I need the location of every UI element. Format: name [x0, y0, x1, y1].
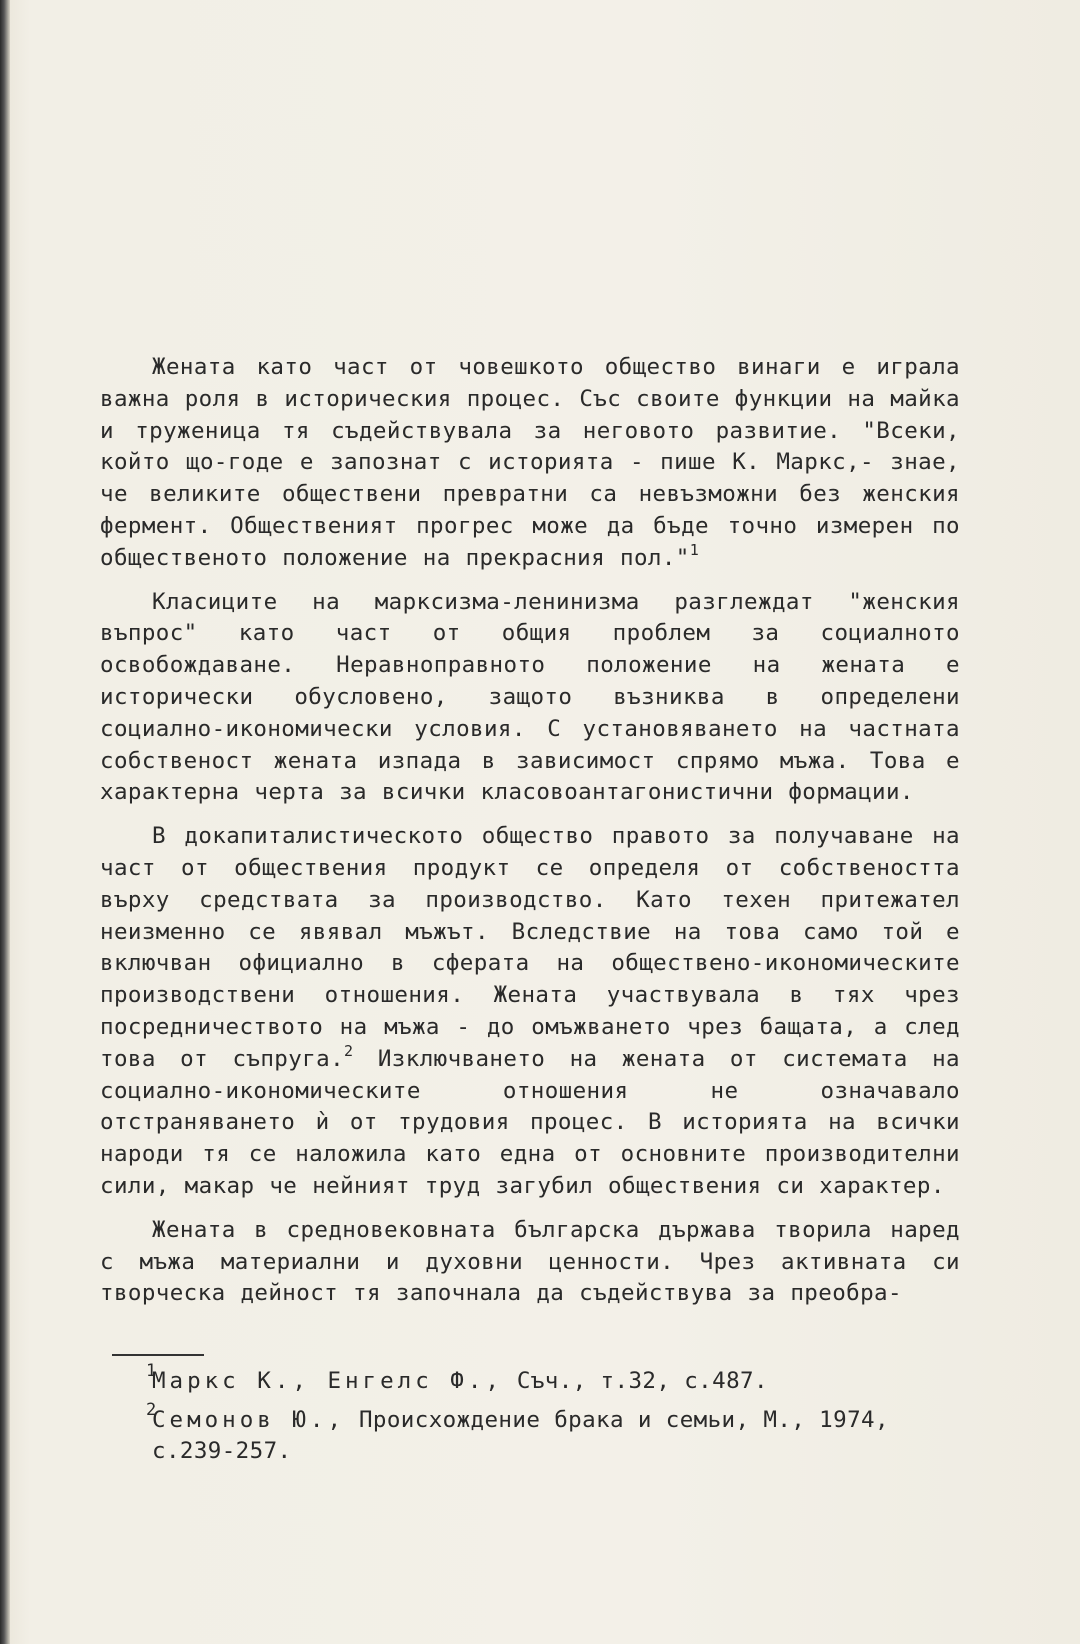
paragraph-3-text-a: В докапиталистическото общество правото за получаване на част от обществения продукт се определя от собствеността върху средствата за производство. Като техен притежател неизменно се явявал мъжът. Вследствие на това само той е включван официално в сферата на обществено-икономическите производствени отношения. Жената участвувала в тях чрез посредничеството на мъжа - до омъжването чрез бащата, а след това от съпруга. — [100, 823, 960, 1072]
paragraph-1 — [100, 352, 960, 575]
paragraph-2-text: Класиците на марксизма-ленинизма разглеждат "женския въпрос" като част от общия проблем за социалното освобождаване. Неравноправното положение на жената е исторически обусловено, защото възниква в определени социално-икономически условия. С установяването на частната собственост жената изпада в зависимост спрямо мъжа. Това е характерна черта за всички класовоантагонистични формации. — [100, 588, 960, 806]
footnote-1-author: Маркс К., Енгелс Ф., — [152, 1368, 503, 1394]
footnotes — [80, 1361, 960, 1475]
footnote-2-text: Происхождение брака и семьи, М., 1974, с.239-257. — [152, 1407, 889, 1464]
footnote-1-text: Съч., т.32, с.487. — [502, 1368, 768, 1394]
paragraph-4-text: Жената в средновековната българска държава творила наред с мъжа материални и духовни ценности. Чрез активната си творческа дейност тя започнала да съдействува за преобра- — [100, 1216, 960, 1307]
paragraph-3 — [100, 821, 960, 1203]
footnote-2 — [80, 1400, 960, 1467]
page-binding-edge — [0, 0, 10, 1644]
footnote-ref-1: 1 — [689, 540, 700, 559]
paragraph-3-text-b: Изключването на жената от системата на социално-икономическите отношения не означавало отстраняването ѝ от трудовия процес. В историята на всички народи тя се наложила като една от основните производителни сили, макар че нейният труд загубил обществения си характер. — [100, 1045, 961, 1199]
paragraph-1-text: Жената като част от човешкото общество винаги е играла важна роля в историческия процес. Със своите функции на майка и труженица тя съдействувала за неговото развитие. "Всеки, който що-годе е запознат с историята - пише К. Маркс,- знае, че великите обществени превратни са невъзможни без женския фермент. Общественият прогрес може да бъде точно измерен по общественото положение на прекрасния пол." — [100, 354, 960, 571]
body-text — [100, 352, 960, 1322]
footnote-1 — [80, 1361, 960, 1397]
footnote-2-author: Семонов Ю., — [152, 1407, 346, 1433]
footnote-separator — [112, 1354, 204, 1356]
paragraph-2 — [100, 587, 960, 810]
footnote-2-number: 2 — [146, 1400, 157, 1420]
paragraph-4 — [100, 1215, 960, 1310]
footnote-1-number: 1 — [146, 1361, 157, 1381]
footnote-ref-2: 2 — [344, 1041, 354, 1060]
